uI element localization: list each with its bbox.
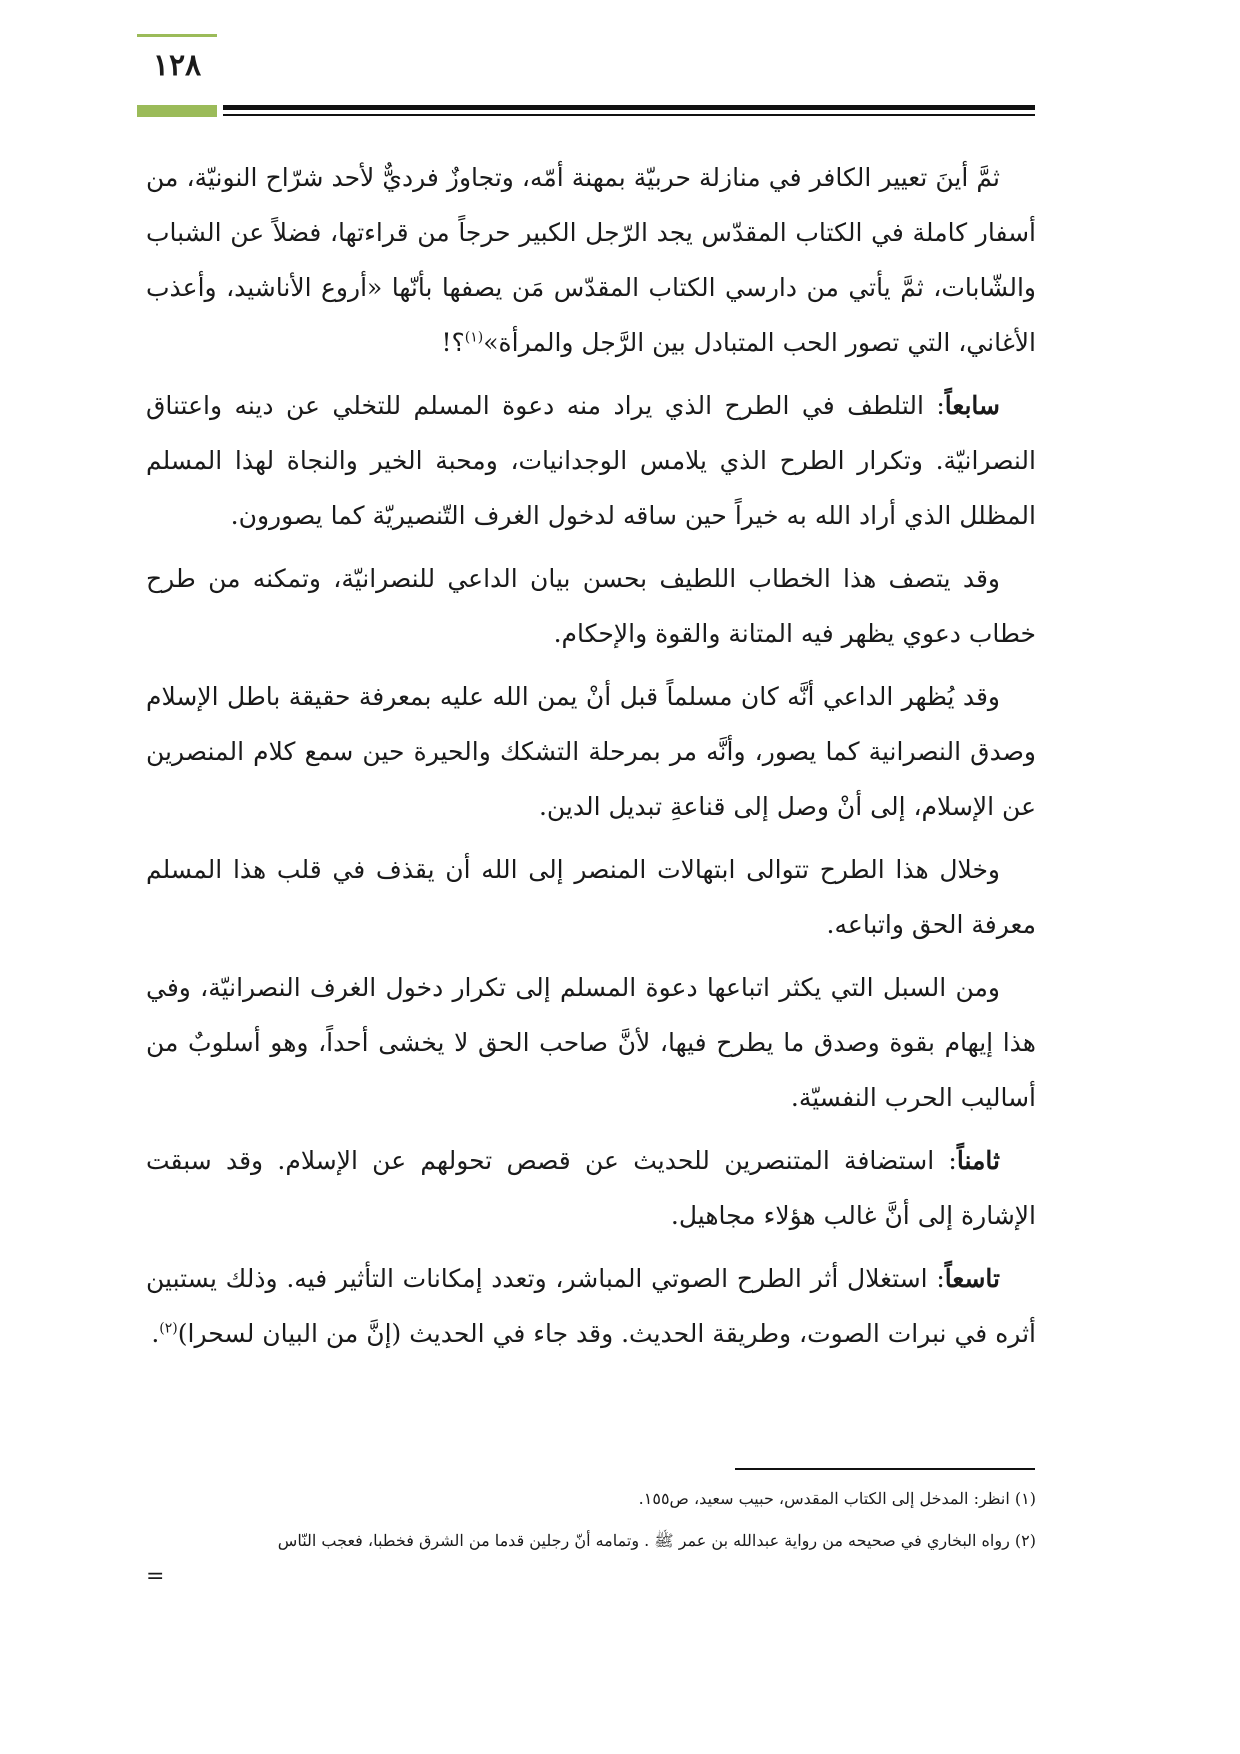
paragraph-text: : استضافة المتنصرين للحديث عن قصص تحولهم عن الإسلام. وقد سبقت الإشارة إلى أنَّ غالب هؤلاء مجاهيل. [146, 1146, 1036, 1230]
paragraph-text: ثمَّ أينَ تعيير الكافر في منازلة حربيّة بمهنة أمّه، وتجاوزٌ فرديٌّ لأحد شرّاح النونيّة، من أسفار كاملة في الكتاب المقدّس يجد الرّجل الكبير حرجاً من قراءتها، فضلاً عن الشباب والشّابات، ثمَّ يأتي من دارسي الكتاب المقدّس مَن يصفها بأنّها «أروع الأناشيد، وأعذب الأغاني، التي تصور الحب المتبادل بين الرَّجل والمرأة» [146, 163, 1036, 357]
footnote-ref: (١) [464, 329, 484, 346]
paragraph-5 [146, 842, 1036, 952]
page-number: ١٢٨ [152, 48, 202, 83]
footnotes [146, 1478, 1036, 1562]
paragraph-text: وقد يُظهر الداعي أنَّه كان مسلماً قبل أنْ يمن الله عليه بمعرفة حقيقة باطل الإسلام وصدق النصرانية كما يصور، وأنَّه مر بمرحلة التشكك والحيرة حين سمع كلام المنصرين عن الإسلام، إلى أنْ وصل إلى قناعةِ تبديل الدين. [146, 682, 1036, 821]
continuation-mark: = [146, 1564, 165, 1589]
paragraph-6 [146, 960, 1036, 1125]
paragraph-4 [146, 669, 1036, 834]
paragraph-lead: تاسعاً [944, 1264, 1000, 1293]
paragraph-8 [146, 1251, 1036, 1361]
paragraph-lead: ثامناً [956, 1146, 1000, 1175]
footnote-2: (٢) رواه البخاري في صحيحه من رواية عبدالله بن عمر ﷺ . وتمامه أنّ رجلين قدما من الشرق فخطبا، فعجب النّاس [277, 1531, 1036, 1550]
header-rule-thin [223, 114, 1035, 116]
footnote-1: (١) انظر: المدخل إلى الكتاب المقدس، حبيب سعيد، ص١٥٥. [638, 1489, 1036, 1508]
paragraph-text: : التلطف في الطرح الذي يراد منه دعوة المسلم للتخلي عن دينه واعتناق النصرانيّة. وتكرار الطرح الذي يلامس الوجدانيات، ومحبة الخير والنجاة لهذا المسلم المظلل الذي أراد الله به خيراً حين ساقه لدخول الغرف التّنصيريّة كما يصورون. [146, 391, 1036, 530]
paragraph-text: ومن السبل التي يكثر اتباعها دعوة المسلم إلى تكرار دخول الغرف النصرانيّة، وفي هذا إيهام بقوة وصدق ما يطرح فيها، لأنَّ صاحب الحق لا يخشى أحداً، وهو أسلوبٌ من أساليب الحرب النفسيّة. [146, 973, 1036, 1112]
paragraph-2 [146, 378, 1036, 543]
footnote-separator [735, 1468, 1035, 1470]
paragraph-7 [146, 1133, 1036, 1243]
header-green-line [137, 34, 217, 37]
paragraph-text: وقد يتصف هذا الخطاب اللطيف بحسن بيان الداعي للنصرانيّة، وتمكنه من طرح خطاب دعوي يظهر فيه المتانة والقوة والإحكام. [146, 564, 1036, 648]
paragraph-3 [146, 551, 1036, 661]
footnote-ref: (٢) [159, 1320, 178, 1337]
header-green-block [137, 105, 217, 117]
body-text [146, 150, 1036, 1369]
paragraph-1 [146, 150, 1036, 370]
paragraph-tail: ؟! [441, 328, 465, 357]
paragraph-text: وخلال هذا الطرح تتوالى ابتهالات المنصر إلى الله أن يقذف في قلب هذا المسلم معرفة الحق واتباعه. [146, 855, 1036, 939]
header-rule-thick [223, 105, 1035, 110]
paragraph-tail: . [151, 1319, 160, 1348]
paragraph-text: : استغلال أثر الطرح الصوتي المباشر، وتعدد إمكانات التأثير فيه. وذلك يستبين أثره في نبرات الصوت، وطريقة الحديث. وقد جاء في الحديث (إنَّ من البيان لسحرا) [146, 1264, 1036, 1348]
paragraph-lead: سابعاً [944, 391, 1000, 420]
